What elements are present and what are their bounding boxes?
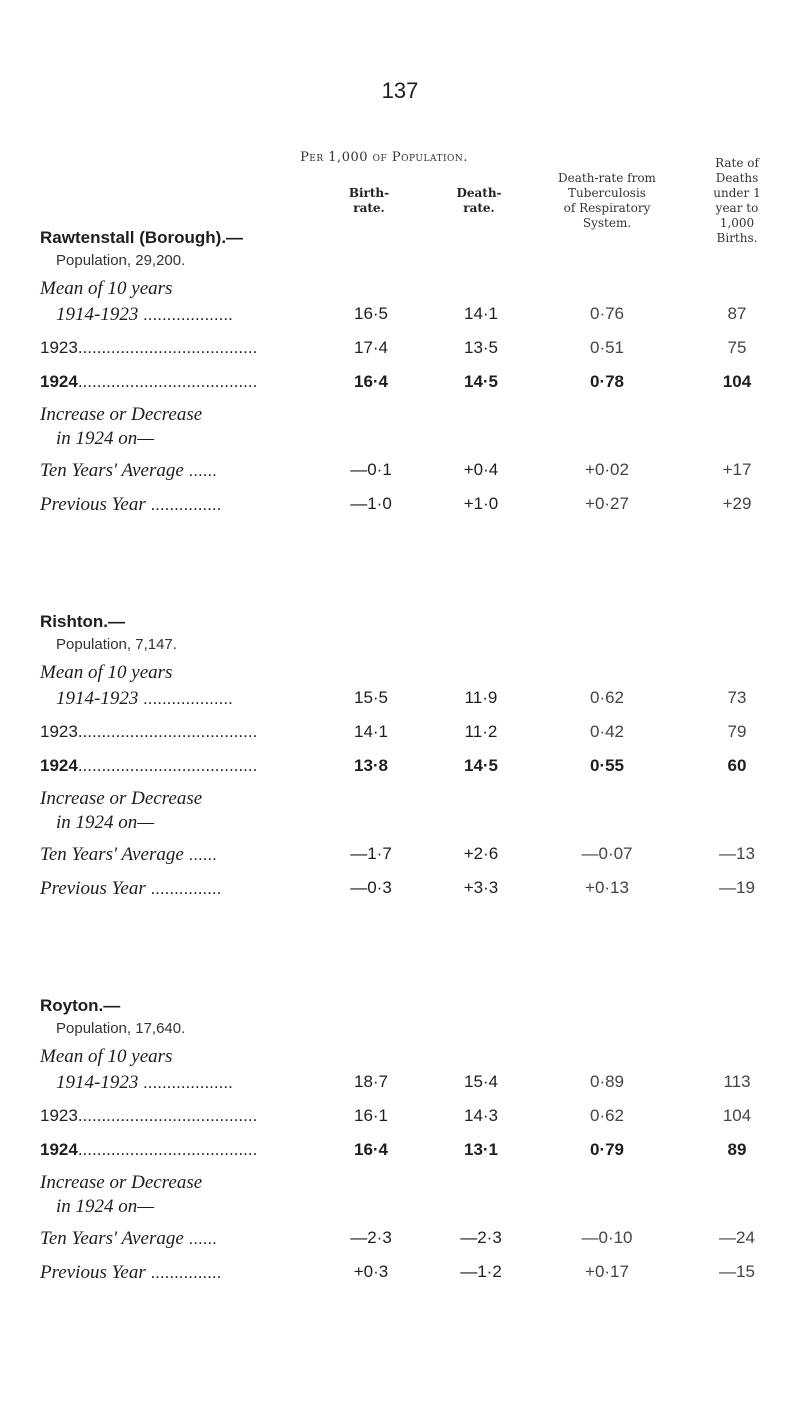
y1923-infant: 75 xyxy=(727,338,747,357)
row-1923-label: 1923...................................... xyxy=(40,722,258,741)
tya-tb: +0·02 xyxy=(585,460,629,479)
py-row-label: Previous Year ............... xyxy=(40,878,222,899)
py-infant: —19 xyxy=(719,878,755,897)
incdec-label-2: in 1924 on— xyxy=(56,428,155,449)
mean-tb: 0·76 xyxy=(589,304,625,323)
district-title: Rawtenstall (Borough).— xyxy=(40,228,244,247)
mean-row-label: 1914-1923 ................... xyxy=(56,304,233,325)
tya-birth: —0·1 xyxy=(350,460,392,479)
mean-tb: 0·62 xyxy=(589,688,625,707)
header-infant-mortality: Rate of Deaths under 1 year to 1,000 Births. xyxy=(713,156,761,245)
py-tb: +0·17 xyxy=(585,1262,629,1281)
y1924-birth: 13·8 xyxy=(353,756,389,775)
y1923-birth: 14·1 xyxy=(353,722,389,741)
tya-death: —2·3 xyxy=(460,1228,502,1247)
y1924-infant: 89 xyxy=(727,1140,747,1159)
mean-infant: 87 xyxy=(727,304,747,323)
header-tb-rate: Death-rate from Tuberculosis of Respiratory System. xyxy=(558,171,656,230)
mean-label: Mean of 10 years xyxy=(40,278,173,299)
mean-label: Mean of 10 years xyxy=(40,1046,173,1067)
header-birth-rate: Birth- rate. xyxy=(348,186,390,215)
incdec-label-2: in 1924 on— xyxy=(56,812,155,833)
y1923-tb: 0·42 xyxy=(589,722,625,741)
population: Population, 17,640. xyxy=(56,1020,186,1037)
py-tb: +0·13 xyxy=(585,878,629,897)
district-title: Rishton.— xyxy=(40,612,125,631)
y1923-death: 13·5 xyxy=(463,338,499,357)
py-death: —1·2 xyxy=(460,1262,502,1281)
tya-birth: —1·7 xyxy=(350,844,392,863)
py-death: +1·0 xyxy=(463,494,499,513)
py-tb: +0·27 xyxy=(585,494,629,513)
py-birth: —1·0 xyxy=(350,494,392,513)
tya-row-label: Ten Years' Average ...... xyxy=(40,844,217,865)
y1924-tb: 0·55 xyxy=(589,756,625,775)
tya-row-label: Ten Years' Average ...... xyxy=(40,1228,217,1249)
y1923-infant: 79 xyxy=(727,722,747,741)
mean-infant: 73 xyxy=(727,688,747,707)
y1924-death: 14·5 xyxy=(463,756,499,775)
mean-death: 15·4 xyxy=(463,1072,499,1091)
row-1923-label: 1923...................................... xyxy=(40,1106,258,1125)
incdec-label-2: in 1924 on— xyxy=(56,1196,155,1217)
row-1924-label: 1924...................................... xyxy=(40,756,258,775)
y1923-tb: 0·51 xyxy=(589,338,625,357)
tya-infant: +17 xyxy=(722,460,752,479)
incdec-label: Increase or Decrease xyxy=(40,404,203,425)
py-row-label: Previous Year ............... xyxy=(40,1262,222,1283)
y1923-death: 11·2 xyxy=(464,722,498,741)
mean-label: Mean of 10 years xyxy=(40,662,173,683)
y1924-death: 13·1 xyxy=(463,1140,499,1159)
mean-infant: 113 xyxy=(723,1072,751,1091)
py-death: +3·3 xyxy=(463,878,499,897)
tya-infant: —24 xyxy=(719,1228,755,1247)
y1924-tb: 0·78 xyxy=(589,372,625,391)
row-1924-label: 1924...................................... xyxy=(40,372,258,391)
mean-row-label: 1914-1923 ................... xyxy=(56,1072,233,1093)
population: Population, 29,200. xyxy=(56,252,186,269)
mean-birth: 15·5 xyxy=(353,688,389,707)
py-infant: +29 xyxy=(722,494,752,513)
page-number: 137 xyxy=(381,78,419,103)
y1924-birth: 16·4 xyxy=(353,1140,389,1159)
tya-death: +2·6 xyxy=(463,844,499,863)
mean-row-label: 1914-1923 ................... xyxy=(56,688,233,709)
tya-infant: —13 xyxy=(719,844,755,863)
y1923-birth: 17·4 xyxy=(353,338,389,357)
y1924-death: 14·5 xyxy=(463,372,499,391)
mean-birth: 16·5 xyxy=(353,304,389,323)
header-death-rate: Death- rate. xyxy=(456,186,502,215)
y1923-birth: 16·1 xyxy=(353,1106,389,1125)
population: Population, 7,147. xyxy=(56,636,177,653)
py-infant: —15 xyxy=(719,1262,755,1281)
tya-tb: —0·07 xyxy=(581,844,633,863)
y1924-infant: 60 xyxy=(727,756,747,775)
y1923-infant: 104 xyxy=(722,1106,752,1125)
header-group: Per 1,000 of Population. xyxy=(300,150,468,165)
y1923-tb: 0·62 xyxy=(589,1106,625,1125)
y1924-birth: 16·4 xyxy=(353,372,389,391)
tya-row-label: Ten Years' Average ...... xyxy=(40,460,217,481)
incdec-label: Increase or Decrease xyxy=(40,788,203,809)
py-row-label: Previous Year ............... xyxy=(40,494,222,515)
mean-death: 14·1 xyxy=(463,304,499,323)
mean-birth: 18·7 xyxy=(353,1072,389,1091)
y1923-death: 14·3 xyxy=(463,1106,499,1125)
tya-tb: —0·10 xyxy=(581,1228,633,1247)
mean-death: 11·9 xyxy=(464,688,498,707)
py-birth: —0·3 xyxy=(350,878,392,897)
y1924-infant: 104 xyxy=(722,372,752,391)
tya-death: +0·4 xyxy=(463,460,499,479)
incdec-label: Increase or Decrease xyxy=(40,1172,203,1193)
row-1923-label: 1923...................................... xyxy=(40,338,258,357)
district-title: Royton.— xyxy=(40,996,121,1015)
mean-tb: 0·89 xyxy=(589,1072,625,1091)
py-birth: +0·3 xyxy=(353,1262,389,1281)
y1924-tb: 0·79 xyxy=(589,1140,625,1159)
row-1924-label: 1924...................................... xyxy=(40,1140,258,1159)
tya-birth: —2·3 xyxy=(350,1228,392,1247)
